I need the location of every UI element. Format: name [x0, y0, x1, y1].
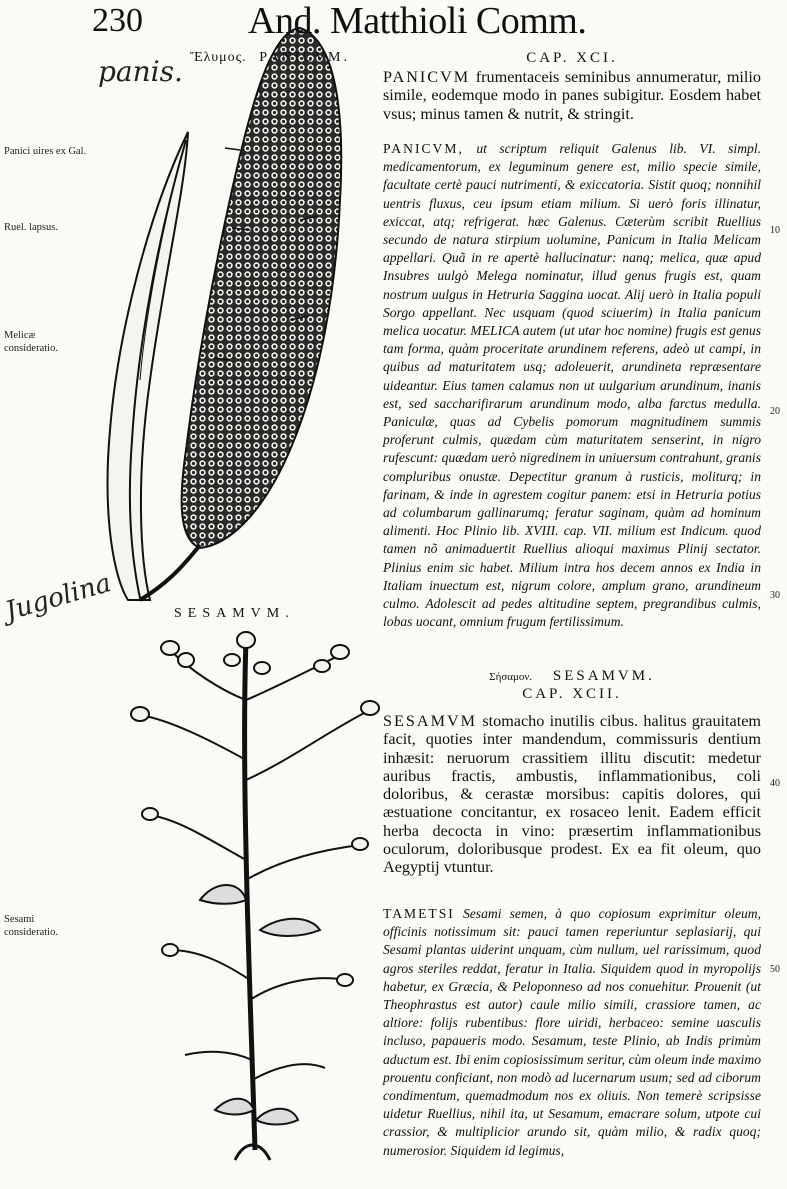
lead-text: frumentaceis seminibus annumeratur, milio simile, eodemque modo in panes subigitur. Eosdem habet vsus; minus tamen & nutrit, & stringit.	[383, 68, 761, 123]
lead-initial-word: PANICVM	[383, 68, 471, 86]
line-number: 40	[770, 778, 780, 789]
panicum-latin-label: PANICVM.	[259, 50, 350, 65]
panicum-leaf-illustration	[108, 132, 188, 600]
chapter-92-lead-paragraph	[383, 712, 761, 877]
line-number: 50	[770, 964, 780, 975]
sesamum-plant-illustration	[131, 632, 379, 1160]
handwritten-annotation-panis: panis.	[98, 55, 183, 88]
line-number: 10	[770, 225, 780, 236]
panicum-seedhead-illustration	[140, 28, 341, 600]
panicum-greek-label: Ἔλυμος.	[190, 50, 247, 65]
margin-note: Sesami consideratio.	[4, 914, 58, 938]
line-number: 20	[770, 406, 780, 417]
commentary-text: Sesami semen, à quo copiosum exprimitur oleum, officinis notissimum sit: pauci tamen reperiuntur seplasiarij, qui Sesami plantas uiderint unquam, cùm nullum, uel rarissimum, quod agros steriles reddat, feratur in Italia. Siquidem quod in myropolijs habetur, ex Græcia, & Peloponneso ad nos conuehitur. Prouenit (ut Theophrastus est autor) caule milio simili, crassiore tamen, ac altiore: folijs rubentibus: flore uiridi, herbaceo: semine uasculis incluso, papaueris modo. Sesamum, teste Plinio, ab Indis primùm aductum est. Ibi enim copiosissimum seritur, cùm oleum inde maximo prouentu conficiant, non modò ad lucernarum usum; sed ad ciborum condimentum, quemadmodum nos ex oliuis. Non temerè scripsisse uidetur Ruellius, nihil ita, ut Sesamum, emacrare solum, utpote cui crassior, & multiplicior arundo sit, quàm milio, & radix quoq; numerosior. Siquidem id legimus,	[383, 906, 761, 1158]
chapter-91-commentary	[383, 140, 761, 631]
chapter-91-lead-paragraph	[383, 68, 761, 123]
chapter-92-heading: CAP. XCII.	[522, 686, 622, 702]
lead-text: stomacho inutilis cibus. halitus grauitatem facit, quoties inter mandendum, commissuris dentium inhæsit: neruorum crassitiem illitu discutit: medetur auribus fractis, ambustis, inflammationibus, coli doloribus, & cerastæ morsibus: capitis dolores, qui æstuatione concitantur, ex rosaceo lenit. Eadem efficit herba decocta in vino: præsertim inflammationibus oculorum, doloribusque prodest. Ex ea fit oleum, quo Aegyptij vtuntur.	[383, 712, 761, 877]
panicum-plant-label	[190, 50, 350, 66]
margin-note: Panici uires ex Gal.	[4, 146, 87, 157]
handwritten-annotation-sesamum: Jugolina	[2, 568, 115, 627]
chapter-92-commentary	[383, 905, 761, 1160]
lead-initial-word: SESAMVM	[383, 712, 478, 730]
line-number: 30	[770, 590, 780, 601]
running-title: And. Matthioli Comm.	[248, 0, 587, 42]
margin-note: Ruel. lapsus.	[4, 222, 58, 233]
commentary-text: ut scriptum reliquit Galenus lib. VI. simpl. medicamentorum, ex leguminum genere est, milio specie simile, facultate certè pauci nutrimenti, & exiccatoria. Sistit quoq; nonnihil uentris fluxus, ceu ipsum etiam milium. Si uerò foris illinatur, exiccat, atq; refrigerat. hæc Galenus. Cæterùm scribit Ruellius secundo de natura stirpium uolumine, Panicum in Italia Melicam appellari. Quã in re apertè hallucinatur: nanq; melica, quæ apud Insubres uulgò Melega nominatur, illud genus frugis est, quam nostrum uulgus in Hetruria Saggina uocat. Alij uerò in Italia populi Sorgo appellant. Nec usquam (quod sciuerim) in Italia panicum melica uocatur. MELICA autem (ut utar hoc nomine) frugis est genus tam forma, quàm proceritate arundinem referens, adeò ut campi, in quibus ad maturitatem usq; adoleuerit, arundineta repræsentare uideantur. Eius tamen calamus non ut uulgarium arundinum, inanis est, sed saccharifirarum arundinum modo, alba farctus medulla. Paniculæ, quas ad Cybelis pomorum magnitudinem summis proferunt culmis, quædam cùm maturitatem senserint, in nigro rufescunt: quædam uerò nigredinem in uniuersum contrahunt, granis compluribus onustæ. Depectitur granum à rusticis, moliturq; in farinam, & inde in agrestem cogitur panem: etsi in Hetruria potius ad columbarum gallinarumq; feratur saginam, quàm ad hominum alimenti. Hoc Plinio lib. XVIII. cap. VII. milium est Indicum. quod tamen nõ animaduertit Ruellius alioqui maximus Plinij sectator. Plinius enim sic habet. Milium intra hos decem annos ex India in Italiam inuectum est, nigrum colore, amplum grano, arundineum culmo. Adolescit ad pedes altitudine septem, pregrandibus culmis, lobas uocant, omnium frugum fertilissimum.	[383, 141, 761, 630]
chapter-92-greek-title: Σήσαμον.	[489, 671, 533, 683]
chapter-92-latin-title: SESAMVM.	[552, 668, 655, 684]
commentary-initial-word: PANICVM,	[383, 141, 464, 156]
page-number: 230	[92, 2, 143, 39]
margin-note: Melicæ consideratio.	[4, 330, 58, 354]
sesamum-plant-label: SESAMVM.	[174, 606, 295, 621]
commentary-initial-word: TAMETSI	[383, 906, 455, 921]
chapter-92-title	[383, 668, 761, 685]
chapter-91-heading: CAP. XCI.	[526, 50, 618, 66]
